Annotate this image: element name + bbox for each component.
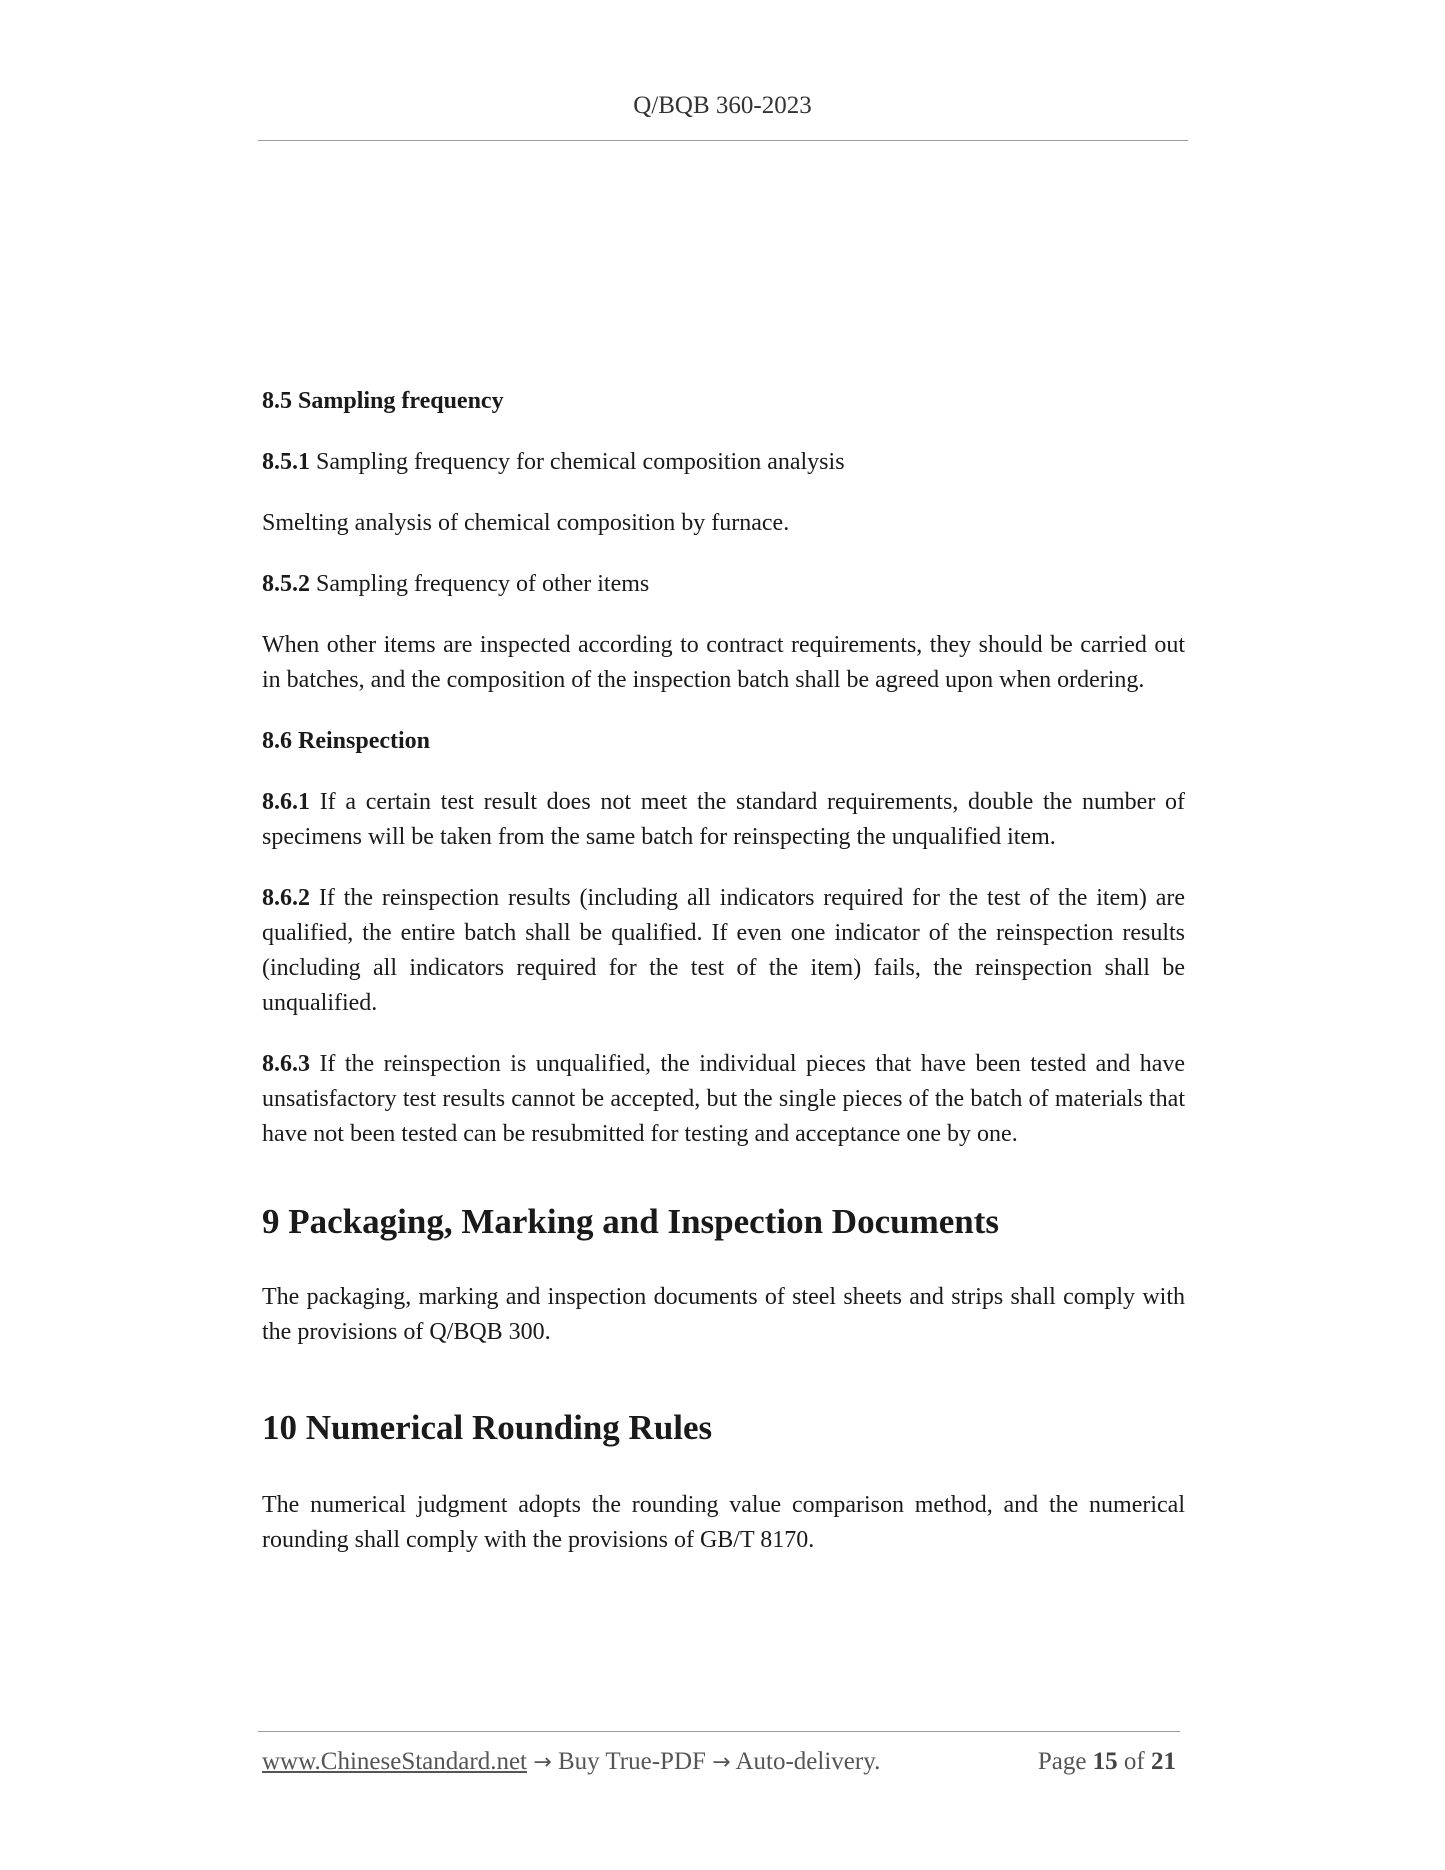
arrow-right-icon: →	[712, 1750, 731, 1775]
total-pages: 21	[1151, 1748, 1176, 1775]
clause-8-6-3	[262, 1047, 1185, 1152]
clause-8-6-2	[262, 881, 1185, 1021]
clause-8-5-2-body: When other items are inspected according to contract requirements, they should be carried out in batches, and the composition of the inspection batch shall be agreed upon when ordering.	[262, 632, 1185, 693]
section-9-heading: 9 Packaging, Marking and Inspection Documents	[262, 1202, 1000, 1241]
section-8-5-heading: 8.5 Sampling frequency	[262, 388, 504, 414]
document-body	[262, 384, 1185, 1558]
page-label: Page	[1037, 1748, 1087, 1775]
clause-number: 8.6.3	[262, 1051, 310, 1077]
clause-8-6-1	[262, 785, 1185, 855]
page-number	[1038, 1748, 1176, 1776]
footer-divider	[258, 1731, 1180, 1732]
section-10-body: The numerical judgment adopts the rounding value comparison method, and the numerical rounding shall comply with the provisions of GB/T 8170.	[262, 1492, 1185, 1553]
header-divider	[258, 140, 1188, 141]
current-page: 15	[1092, 1748, 1118, 1775]
clause-text: If a certain test result does not meet the standard requirements, double the number of specimens will be taken from the same batch for reinspecting the unqualified item.	[262, 789, 1185, 850]
of-label: of	[1123, 1748, 1145, 1775]
clause-text: If the reinspection is unqualified, the individual pieces that have been tested and have unsatisfactory test results cannot be accepted, but the single pieces of the batch of materials that have not been tested can be resubmitted for testing and acceptance one by one.	[262, 1051, 1186, 1147]
footer-promo	[262, 1748, 880, 1776]
section-9-body: The packaging, marking and inspection documents of steel sheets and strips shall comply with the provisions of Q/BQB 300.	[262, 1284, 1185, 1345]
website-link[interactable]: www.ChineseStandard.net	[262, 1748, 527, 1775]
document-code-header: Q/BQB 360-2023	[633, 92, 812, 119]
clause-number: 8.5.1	[262, 449, 310, 475]
section-8-6-heading: 8.6 Reinspection	[262, 728, 430, 754]
auto-delivery-text: Auto-delivery.	[735, 1748, 881, 1775]
clause-text: If the reinspection results (including all indicators required for the test of the item) are qualified, the entire batch shall be qualified. If even one indicator of the reinspection results (including all indicators required for the test of the item) fails, the reinspection shall be unqualified.	[262, 885, 1185, 1016]
clause-8-5-1	[262, 445, 1185, 480]
clause-8-5-2	[262, 567, 1185, 602]
clause-number: 8.5.2	[262, 571, 310, 597]
clause-number: 8.6.1	[262, 789, 310, 815]
section-10-heading: 10 Numerical Rounding Rules	[262, 1408, 713, 1447]
clause-8-5-1-body: Smelting analysis of chemical composition by furnace.	[262, 510, 790, 536]
arrow-right-icon: →	[533, 1750, 552, 1775]
clause-number: 8.6.2	[262, 885, 310, 911]
buy-pdf-text: Buy True-PDF	[557, 1748, 706, 1775]
clause-text: Sampling frequency for chemical composition analysis	[316, 449, 845, 475]
clause-text: Sampling frequency of other items	[316, 571, 650, 597]
